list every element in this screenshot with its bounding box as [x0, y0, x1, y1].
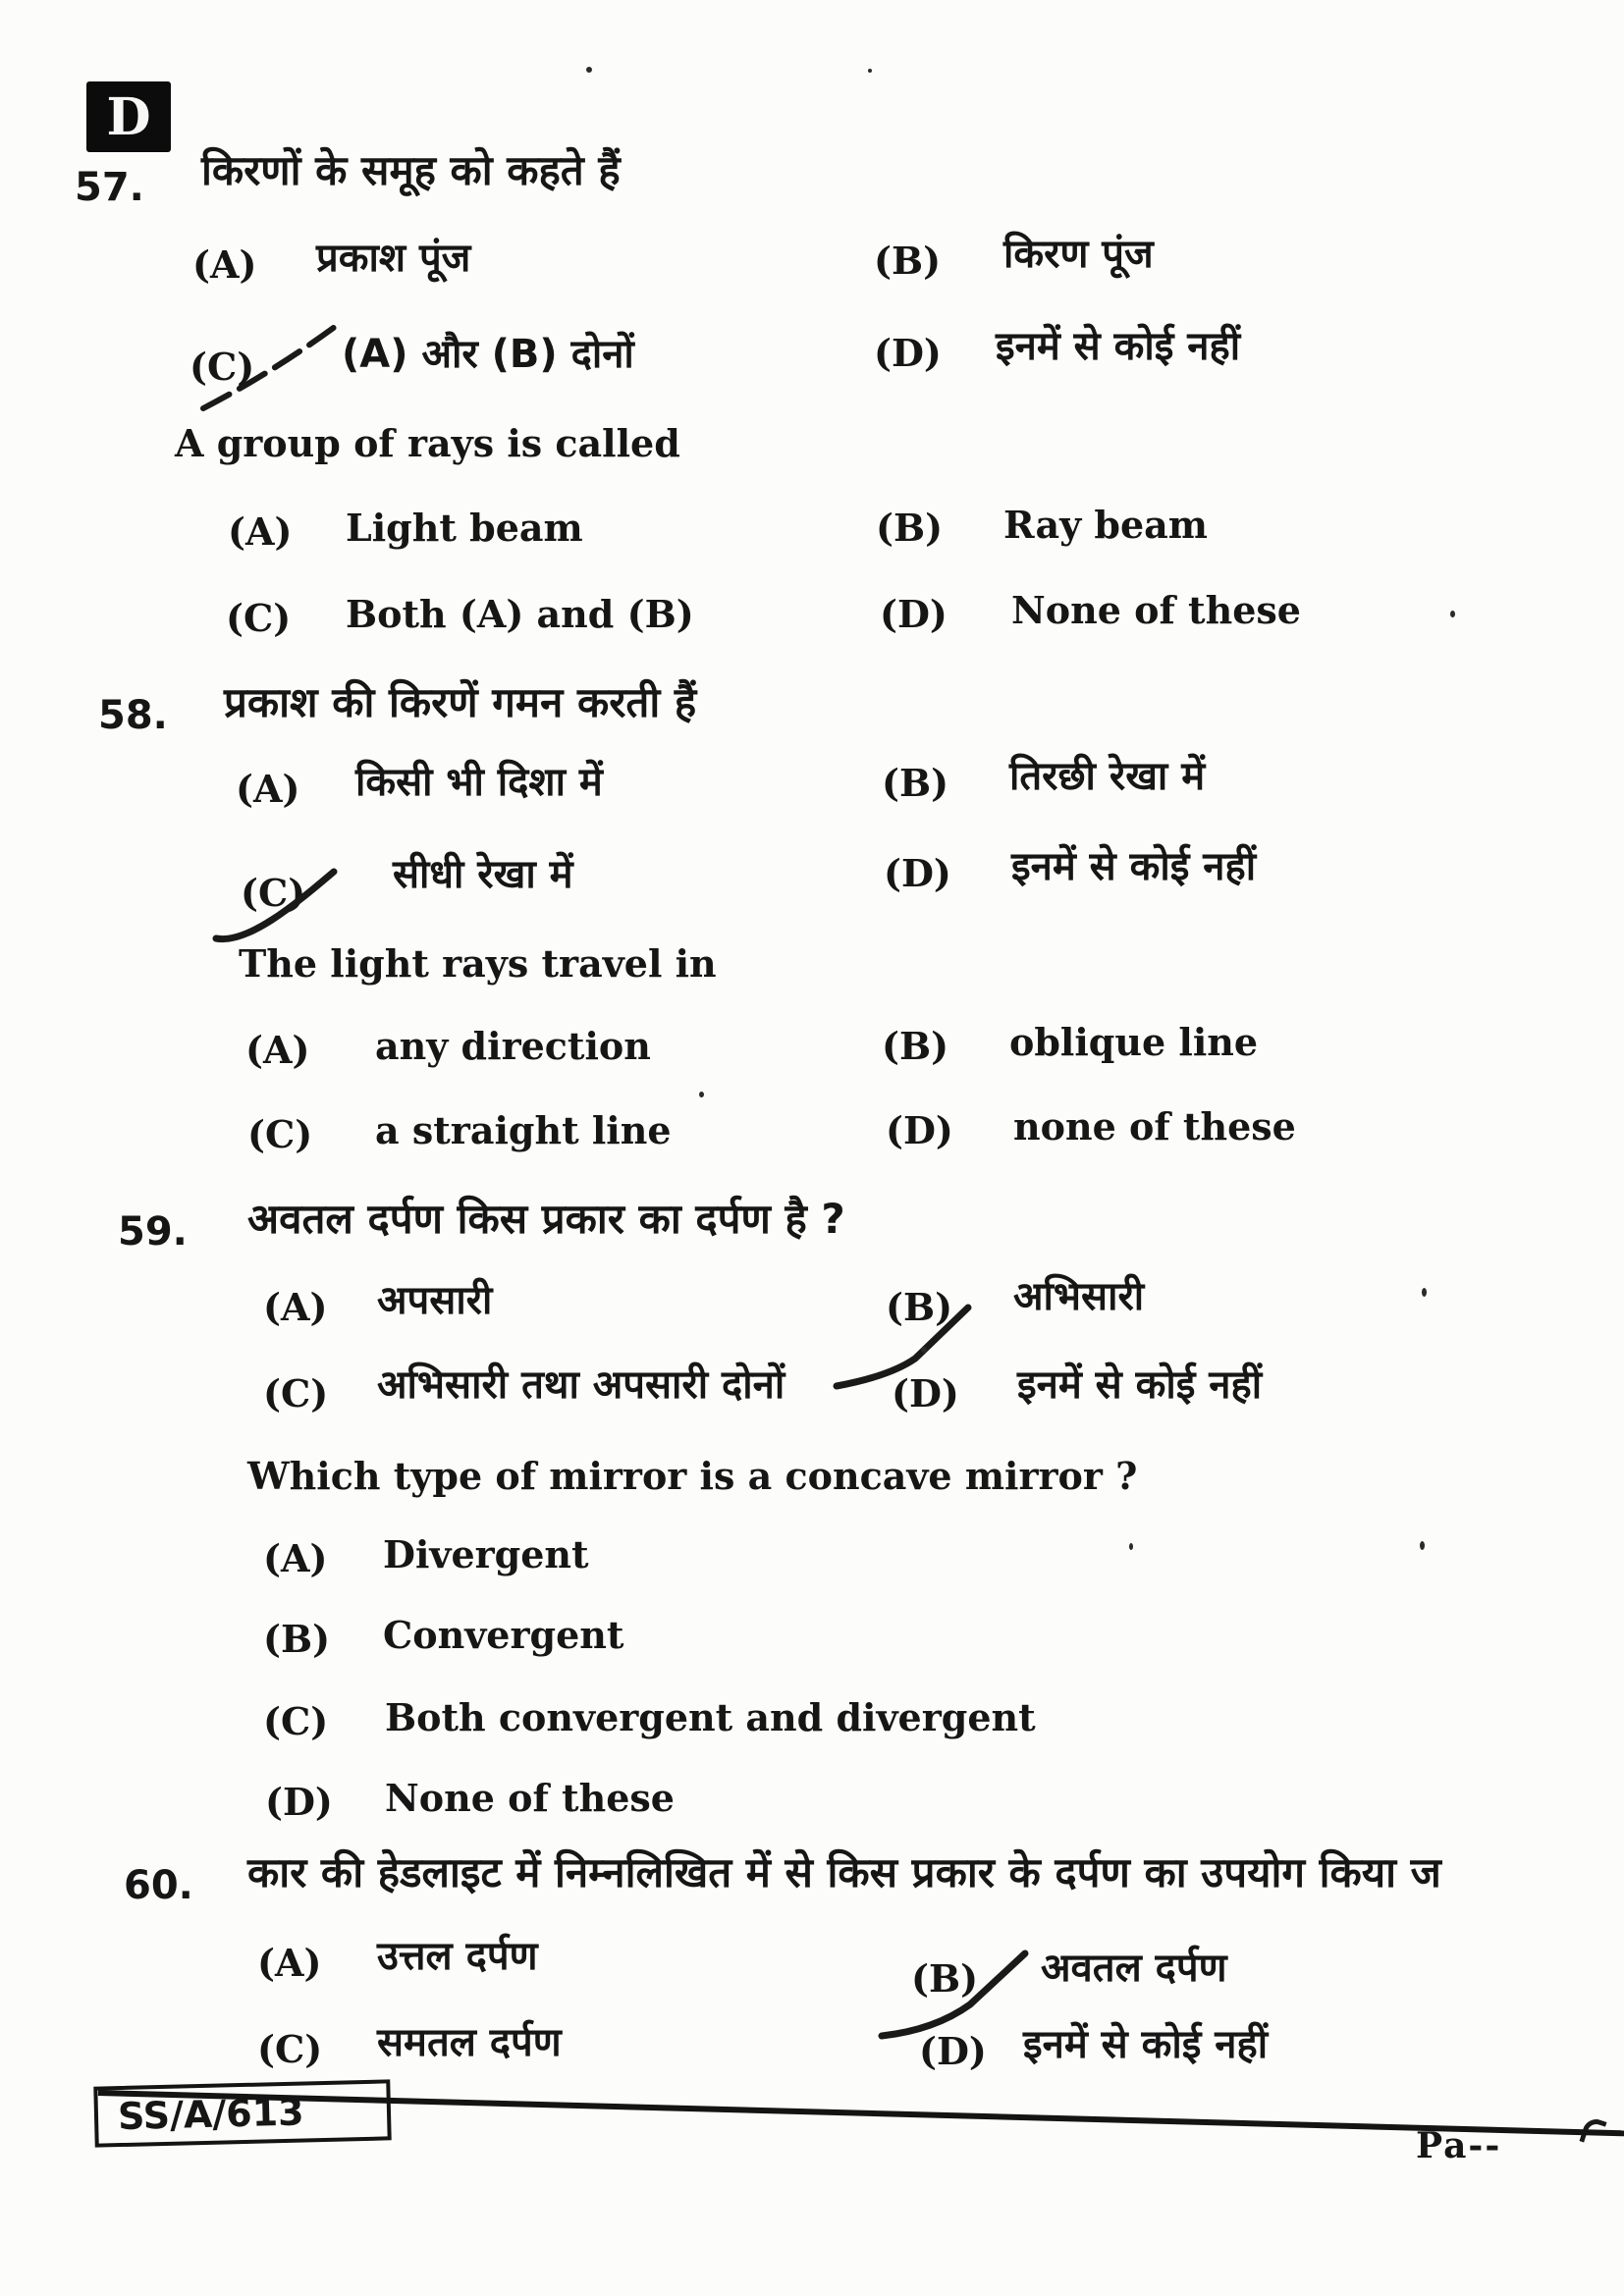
q57-en-option-c-text: Both (A) and (B): [346, 592, 694, 636]
scan-speck: [921, 1347, 927, 1353]
q57-en-option-b-label: (B): [876, 506, 944, 550]
q59-en-option-b-text: Convergent: [383, 1613, 624, 1657]
q57-en-option-b-text: Ray beam: [1003, 503, 1208, 547]
q58-hi-option-c-label: (C): [241, 871, 306, 915]
q60-hi-option-c-label: (C): [257, 2027, 323, 2071]
q58-number: 58.: [98, 693, 168, 738]
scan-speck: [1450, 611, 1455, 617]
q58-hi-option-b-label: (B): [882, 761, 949, 805]
booklet-code-box: [93, 2079, 391, 2147]
q57-hi-option-d-text: इनमें से कोई नहीं: [996, 324, 1241, 369]
q60-hi-option-b-label: (B): [911, 1956, 979, 2001]
q58-hi-option-a-label: (A): [236, 767, 300, 811]
q57-stem-english: A group of rays is called: [175, 421, 680, 465]
q60-number: 60.: [124, 1863, 193, 1908]
q57-number: 57.: [75, 165, 144, 210]
q59-hi-option-c-label: (C): [263, 1371, 329, 1415]
scan-speck: [586, 67, 592, 73]
q58-en-option-c-text: a straight line: [375, 1108, 672, 1152]
q59-number: 59.: [118, 1209, 188, 1255]
q57-hi-option-b-label: (B): [874, 239, 942, 283]
scan-speck: [1420, 1541, 1425, 1550]
q60-hi-option-d-text: इनमें से कोई नहीं: [1023, 2022, 1269, 2067]
q59-hi-option-a-label: (A): [263, 1285, 328, 1329]
q60-hi-option-d-label: (D): [919, 2029, 987, 2073]
booklet-code: SS/A/613: [117, 2090, 305, 2139]
q58-en-option-d-text: none of these: [1013, 1104, 1296, 1148]
q58-stem-english: The light rays travel in: [239, 941, 717, 986]
q57-hi-option-a-label: (A): [192, 242, 257, 287]
q58-stem-hindi: प्रकाश की किरणें गमन करती हैं: [224, 678, 697, 726]
q58-hi-option-b-text: तिरछी रेखा में: [1009, 754, 1206, 799]
q58-hi-option-a-text: किसी भी दिशा में: [355, 760, 603, 805]
q58-en-option-a-text: any direction: [375, 1024, 651, 1068]
q57-en-option-d-text: None of these: [1011, 588, 1301, 632]
q59-stem-hindi: अवतल दर्पण किस प्रकार का दर्पण है ?: [247, 1195, 845, 1243]
q59-hi-option-d-text: इनमें से कोई नहीं: [1017, 1362, 1263, 1408]
q59-hi-option-c-text: अभिसारी तथा अपसारी दोनों: [377, 1362, 785, 1408]
q60-hi-option-a-label: (A): [257, 1941, 322, 1985]
scan-speck: [1422, 1288, 1427, 1297]
q57-en-option-d-label: (D): [880, 592, 947, 636]
page-number-fragment: Pa--: [1416, 2125, 1502, 2166]
q57-hi-option-d-label: (D): [874, 331, 942, 375]
q58-en-option-a-label: (A): [245, 1028, 310, 1072]
q59-hi-option-a-text: अपसारी: [377, 1278, 493, 1323]
q60-stem-hindi: कार की हेडलाइट में निम्नलिखित में से किस प्रकार के दर्पण का उपयोग किया ज: [247, 1848, 1441, 1896]
q59-hi-option-d-label: (D): [892, 1371, 959, 1415]
q59-en-option-c-label: (C): [263, 1699, 329, 1743]
q57-en-option-a-label: (A): [228, 509, 293, 554]
q58-hi-option-c-text: सीधी रेखा में: [393, 852, 573, 897]
q60-hi-option-a-text: उत्तल दर्पण: [377, 1934, 538, 1979]
q60-hi-option-b-text: अवतल दर्पण: [1041, 1946, 1227, 1991]
scan-speck: [868, 69, 872, 73]
q58-en-option-b-label: (B): [882, 1024, 949, 1068]
q59-en-option-d-label: (D): [265, 1780, 333, 1824]
scan-speck: [1129, 1543, 1133, 1550]
q59-en-option-b-label: (B): [263, 1617, 331, 1661]
q58-hi-option-d-text: इनमें से कोई नहीं: [1011, 844, 1257, 889]
q57-en-option-a-text: Light beam: [346, 506, 583, 550]
q60-hi-option-c-text: समतल दर्पण: [377, 2020, 562, 2065]
scan-speck: [699, 1092, 704, 1097]
q57-hi-option-c-label: (C): [189, 345, 255, 389]
q58-en-option-b-text: oblique line: [1009, 1020, 1259, 1064]
q59-hi-option-b-label: (B): [886, 1285, 953, 1329]
q57-en-option-c-label: (C): [226, 596, 292, 640]
q59-en-option-a-text: Divergent: [383, 1532, 589, 1576]
q59-en-option-c-text: Both convergent and divergent: [385, 1695, 1036, 1739]
q57-hi-option-c-text: (A) और (B) दोनों: [342, 332, 634, 377]
q58-hi-option-d-label: (D): [884, 851, 951, 895]
q58-en-option-c-label: (C): [247, 1112, 313, 1156]
q59-hi-option-b-text: अभिसारी: [1013, 1274, 1145, 1319]
q57-hi-option-b-text: किरण पूंज: [1003, 232, 1154, 277]
q58-en-option-d-label: (D): [886, 1108, 953, 1152]
q59-en-option-a-label: (A): [263, 1536, 328, 1580]
q57-stem-hindi: किरणों के समूह को कहते हैं: [201, 146, 621, 194]
q59-en-option-d-text: None of these: [385, 1776, 675, 1820]
cutoff-digit-fragment: [1579, 2115, 1606, 2147]
set-code-badge: D: [86, 81, 171, 152]
q59-stem-english: Which type of mirror is a concave mirror ?: [247, 1454, 1138, 1498]
q57-hi-option-a-text: प्रकाश पूंज: [316, 236, 471, 281]
